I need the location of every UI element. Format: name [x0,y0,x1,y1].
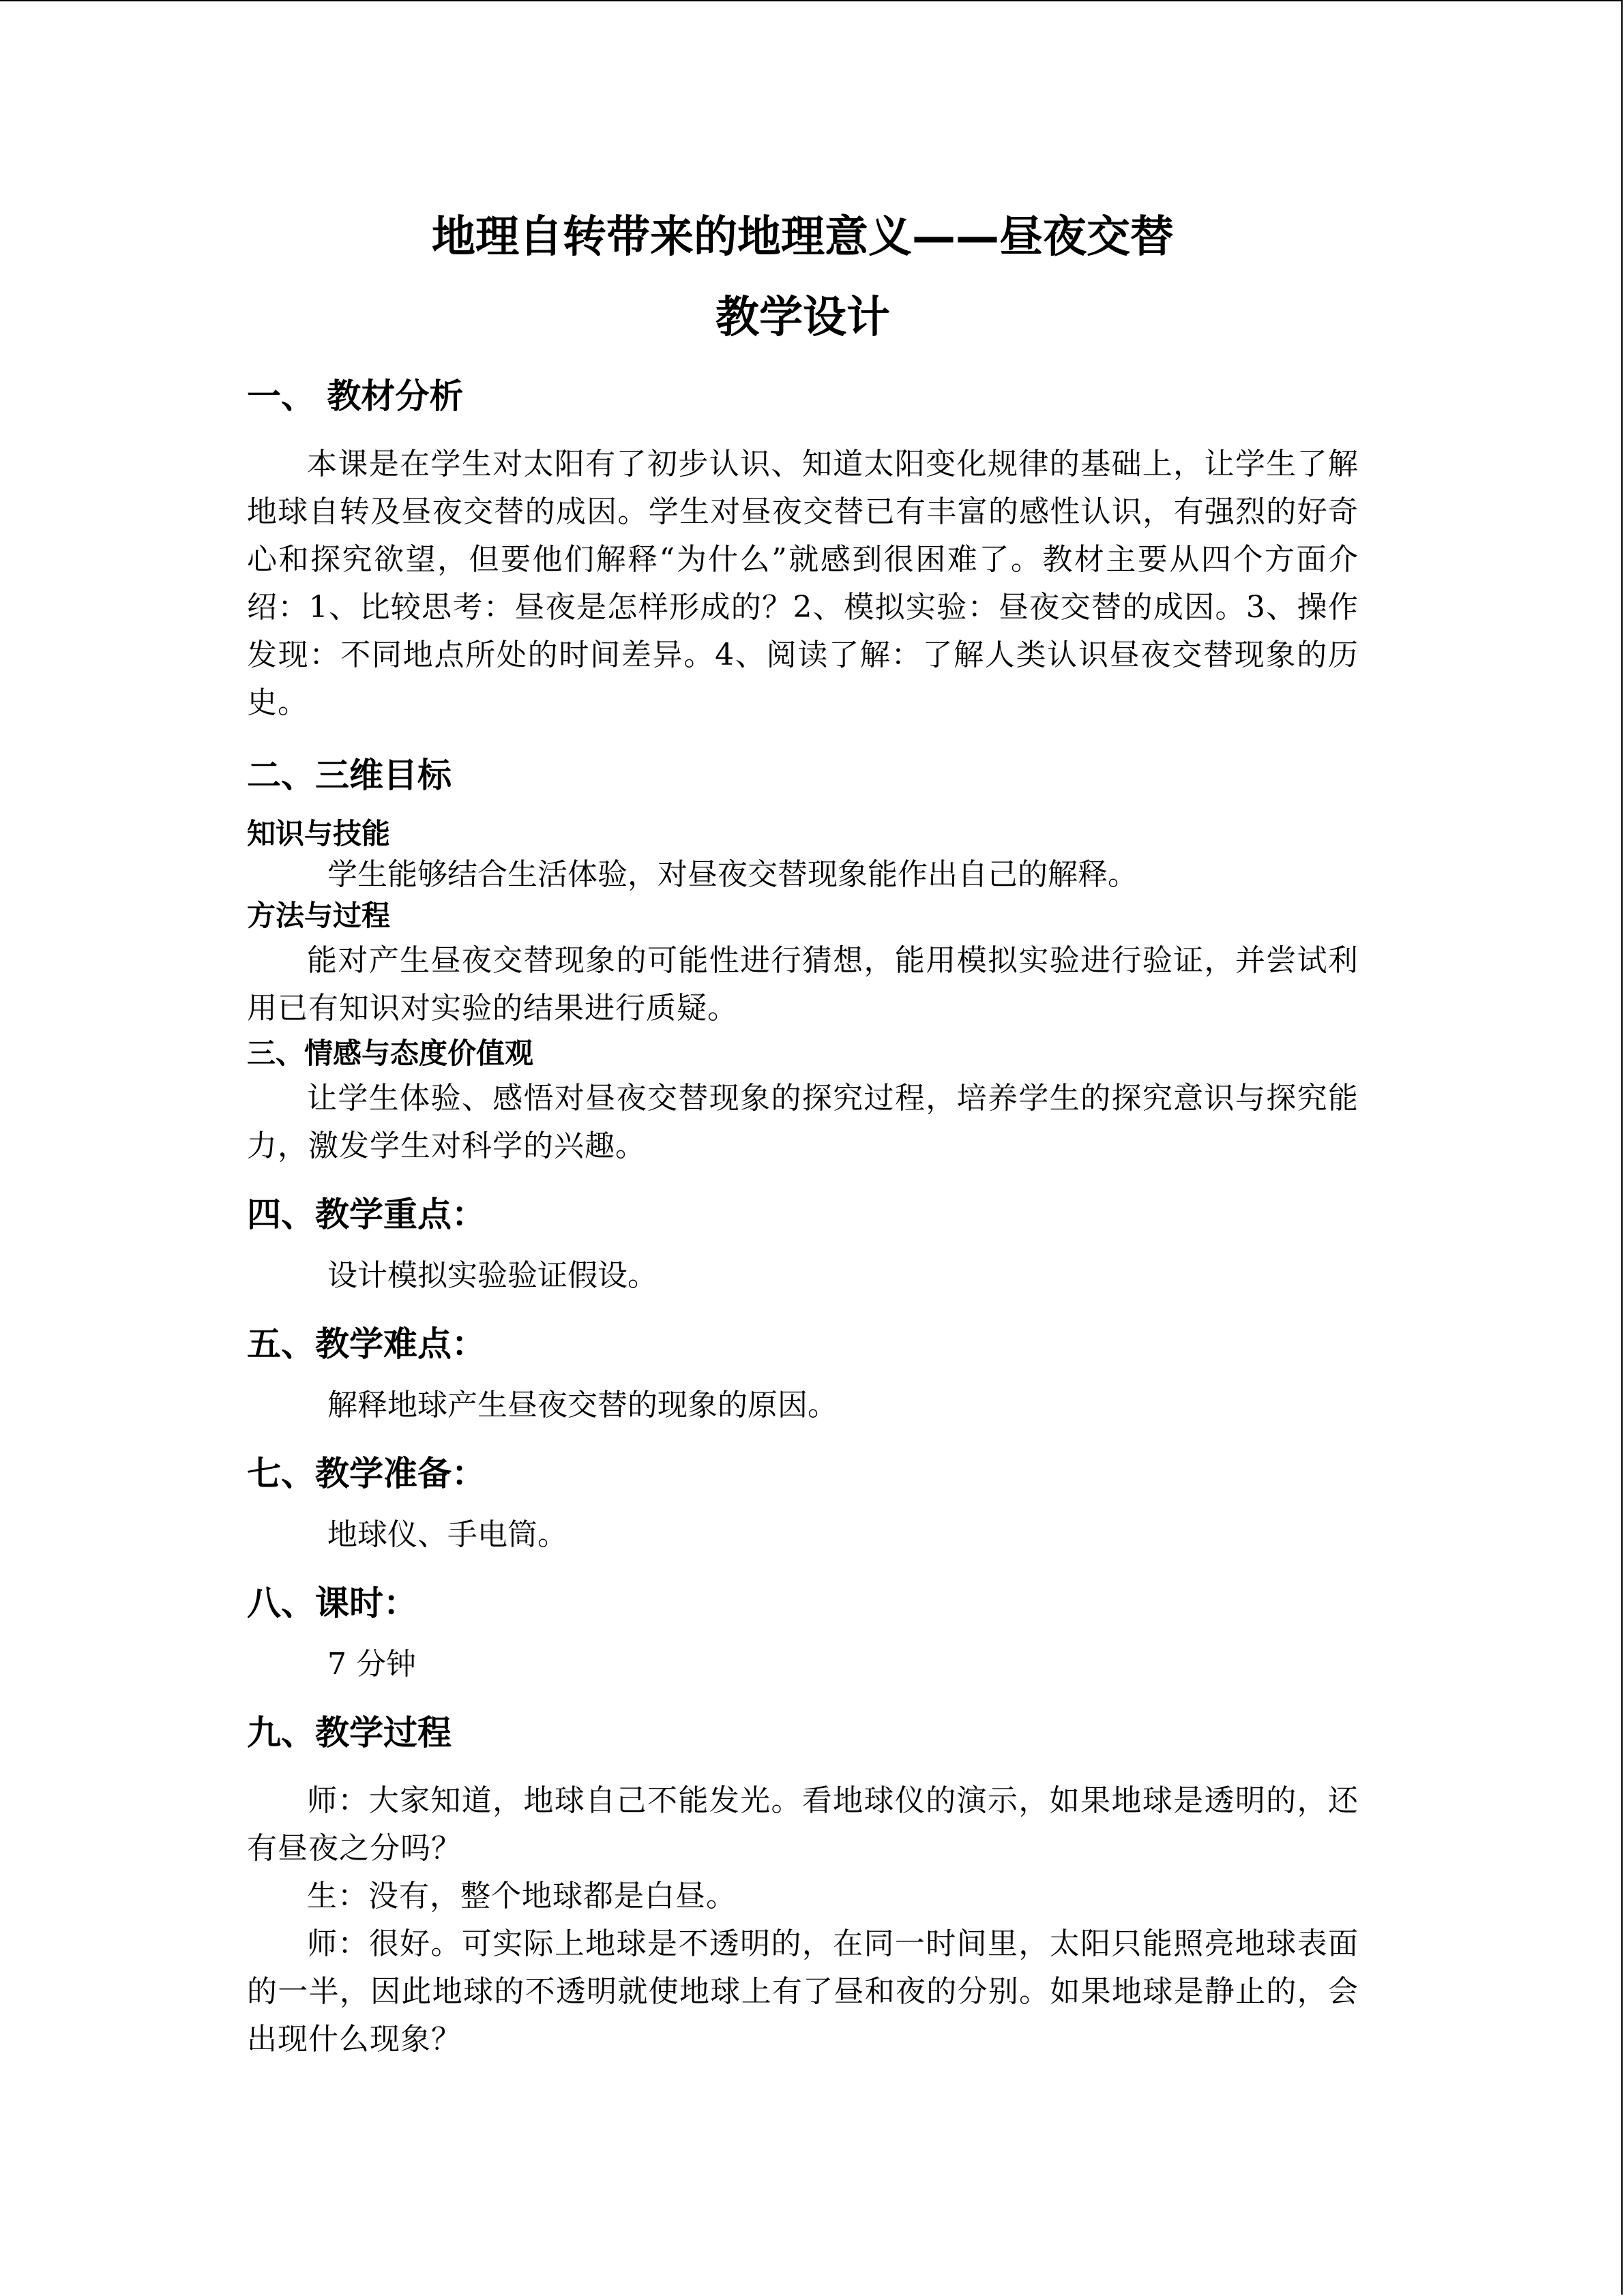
section-heading-key-points: 四、教学重点： [247,1195,486,1234]
body-method-process: 能对产生昼夜交替现象的可能性进行猜想，能用模拟实验进行验证，并尝试利用已有知识对实验的结果进行质疑。 [247,943,1359,1026]
section-body-class-hours: 7 分钟 [327,1647,416,1682]
section-heading-objectives: 二、三维目标 [247,756,452,795]
section-body-difficulties: 解释地球产生昼夜交替的现象的原因。 [327,1388,838,1422]
section-heading-class-hours: 八、课时： [247,1583,417,1623]
document-title: 地理自转带来的地理意义——昼夜交替 [432,212,1174,263]
process-paragraph-2: 生：没有，整个地球都是白昼。 [307,1879,737,1913]
subheading-knowledge-skills: 知识与技能 [247,817,391,850]
process-paragraph-1: 师：大家知道，地球自己不能发光。看地球仪的演示，如果地球是透明的，还有昼夜之分吗？ [247,1783,1359,1866]
section-heading-textbook-analysis: 一、 教材分析 [247,376,464,416]
body-emotion-values: 让学生体验、感悟对昼夜交替现象的探究过程，培养学生的探究意识与探究能力，激发学生对科学的兴趣。 [247,1081,1359,1163]
process-paragraph-3: 师：很好。可实际上地球是不透明的，在同一时间里，太阳只能照亮地球表面的一半，因此地球的不透明就使地球上有了昼和夜的分别。如果地球是静止的，会出现什么现象？ [247,1926,1359,2057]
section-heading-preparation: 七、教学准备： [247,1454,486,1493]
document-body [247,205,1359,2063]
section-heading-teaching-process: 九、教学过程 [247,1713,452,1753]
section-body-key-points: 设计模拟实验验证假设。 [327,1258,658,1293]
body-knowledge-skills: 学生能够结合生活体验，对昼夜交替现象能作出自己的解释。 [327,857,1138,892]
section-heading-difficulties: 五、教学难点： [247,1324,486,1364]
document-subtitle: 教学设计 [715,293,890,343]
section-body-textbook-analysis: 本课是在学生对太阳有了初步认识、知道太阳变化规律的基础上，让学生了解地球自转及昼夜交替的成因。学生对昼夜交替已有丰富的感性认识，有强烈的好奇心和探究欲望，但要他们解释“为什么”就感到很困难了。教材主要从四个方面介绍：1、比较思考：昼夜是怎样形成的？2、模拟实验：昼夜交替的成因。3、操作发现：不同地点所处的时间差异。4、阅读了解：了解人类认识昼夜交替现象的历史。 [247,447,1359,720]
subheading-method-process: 方法与过程 [247,899,391,932]
subheading-emotion-values: 三、情感与态度价值观 [247,1037,534,1070]
section-body-preparation: 地球仪、手电筒。 [327,1517,567,1552]
